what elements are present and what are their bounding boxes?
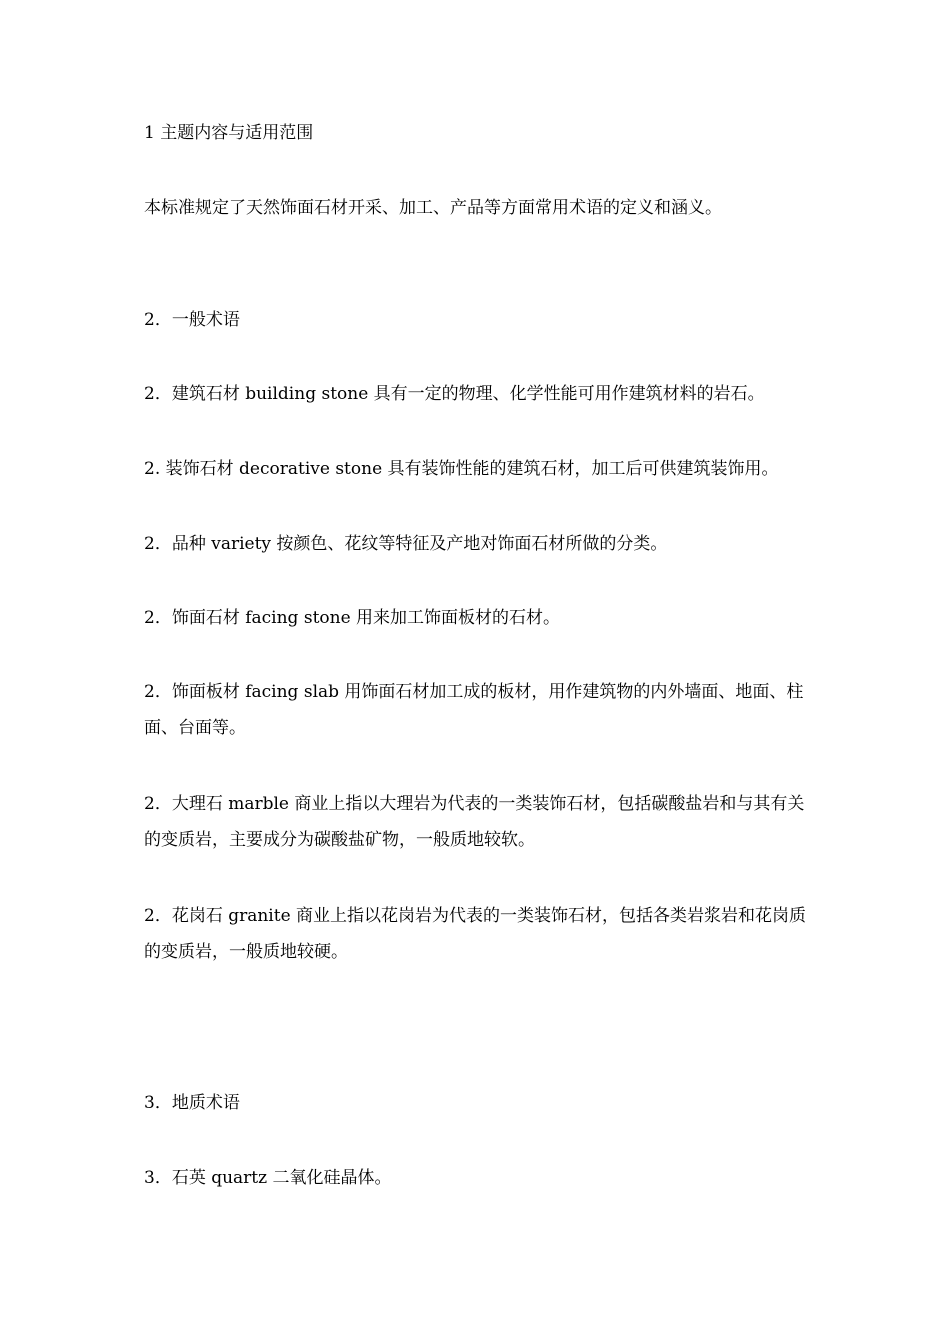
term-quartz: 3．石英 quartz 二氧化硅晶体。	[144, 1168, 392, 1188]
term-marble: 2．大理石 marble 商业上指以大理岩为代表的一类装饰石材，包括碳酸盐岩和与其有关的变质岩，主要成分为碳酸盐矿物，一般质地较软。	[144, 794, 805, 850]
term-facing-stone: 2．饰面石材 facing stone 用来加工饰面板材的石材。	[144, 608, 561, 628]
section-1-text: 本标准规定了天然饰面石材开采、加工、产品等方面常用术语的定义和涵义。	[144, 198, 722, 218]
term-granite: 2．花岗石 granite 商业上指以花岗岩为代表的一类装饰石材，包括各类岩浆岩和花岗质的变质岩，一般质地较硬。	[144, 906, 807, 962]
term-variety: 2．品种 variety 按颜色、花纹等特征及产地对饰面石材所做的分类。	[144, 534, 668, 554]
section-1-heading: 1 主题内容与适用范围	[144, 123, 314, 143]
term-building-stone: 2．建筑石材 building stone 具有一定的物理、化学性能可用作建筑材料的岩石。	[144, 384, 765, 404]
section-3-heading: 3．地质术语	[144, 1093, 240, 1113]
term-facing-slab: 2．饰面板材 facing slab 用饰面石材加工成的板材，用作建筑物的内外墙面、地面、柱面、台面等。	[144, 682, 804, 738]
term-decorative-stone: 2. 装饰石材 decorative stone 具有装饰性能的建筑石材，加工后可供建筑装饰用。	[144, 459, 779, 479]
section-2-heading: 2．一般术语	[144, 310, 240, 330]
